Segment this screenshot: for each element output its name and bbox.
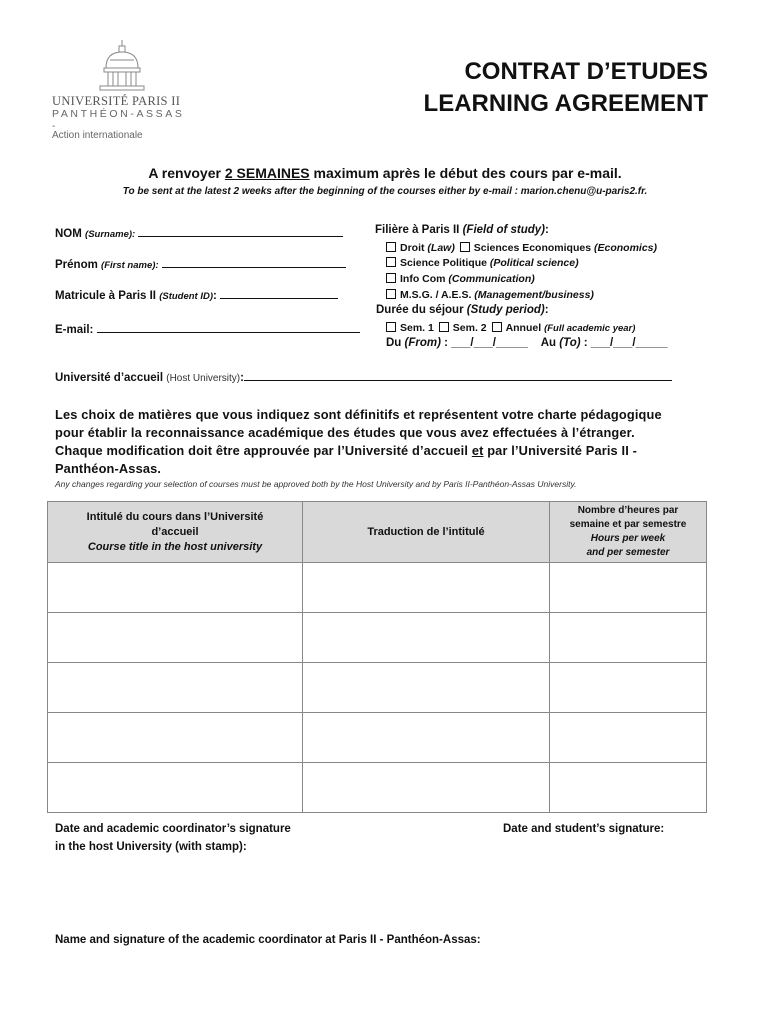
department-name: Action internationale bbox=[52, 130, 143, 141]
deadline-highlight: 2 SEMAINES bbox=[224, 165, 310, 181]
translation-cell[interactable] bbox=[303, 613, 550, 663]
from-date-blank[interactable]: : ___/___/_____ bbox=[444, 337, 528, 349]
email-line[interactable] bbox=[97, 322, 360, 333]
firstname-line[interactable] bbox=[162, 257, 346, 268]
course-title-cell[interactable] bbox=[48, 713, 303, 763]
translation-cell[interactable] bbox=[303, 713, 550, 763]
col-hours: Nombre d’heures par semaine et par semestre Hours per week and per semester bbox=[550, 502, 707, 563]
col-translation: Traduction de l’intitulé bbox=[303, 502, 550, 563]
notice-emphasis: et bbox=[471, 443, 484, 458]
deadline-english: To be sent at the latest 2 weeks after the beginning of the courses either by e-mail : marion.chenu@u-paris2.fr. bbox=[122, 186, 648, 197]
field-option-management: M.S.G. / A.E.S. (Management/business) bbox=[386, 289, 594, 301]
student-signature: Date and student’s signature: bbox=[503, 823, 665, 835]
course-table bbox=[47, 501, 707, 813]
translation-cell[interactable] bbox=[303, 763, 550, 813]
course-title-cell[interactable] bbox=[48, 763, 303, 813]
checkbox-sem-1[interactable] bbox=[386, 322, 396, 332]
checkbox-law[interactable] bbox=[386, 242, 396, 252]
hours-cell[interactable] bbox=[550, 613, 707, 663]
checkbox-economics[interactable] bbox=[460, 242, 470, 252]
table-row bbox=[48, 663, 707, 713]
course-title-cell[interactable] bbox=[48, 663, 303, 713]
university-subtitle: PANTHÉON-ASSAS bbox=[52, 108, 185, 120]
field-of-study-label: Filière à Paris II (Field of study): bbox=[375, 224, 549, 236]
table-row bbox=[48, 763, 707, 813]
notice-paragraph: Les choix de matières que vous indiquez sont définitifs et représentent votre charte pédagogique pour établir la reconnaissance académique des études que vous avez effectuées à l’étranger. Chaque modification doit être approuvée par l’Université d’accueil et par l’Université Paris II - Panthéon-Assas. bbox=[55, 407, 662, 476]
deadline-instruction: A renvoyer 2 SEMAINES maximum après le début des cours par e-mail. bbox=[148, 165, 622, 181]
notice-english: Any changes regarding your selection of courses must be approved both by the Host University and by Paris II-Panthéon-Assas University. bbox=[55, 479, 577, 489]
host-coordinator-signature: Date and academic coordinator’s signature in the host University (with stamp): bbox=[55, 823, 291, 853]
pantheon-dome-icon bbox=[96, 38, 148, 92]
study-period-label: Durée du séjour (Study period): bbox=[376, 304, 549, 316]
host-university-line[interactable] bbox=[244, 370, 672, 381]
hours-cell[interactable] bbox=[550, 713, 707, 763]
to-date-blank[interactable]: : ___/___/_____ bbox=[583, 337, 668, 349]
university-logo bbox=[52, 38, 222, 148]
student-id-field[interactable]: Matricule à Paris II (Student ID): bbox=[55, 288, 338, 302]
email-field[interactable]: E-mail: bbox=[55, 322, 360, 336]
table-row bbox=[48, 713, 707, 763]
hours-cell[interactable] bbox=[550, 663, 707, 713]
logo-dash: - bbox=[52, 121, 56, 132]
checkbox-political-science[interactable] bbox=[386, 257, 396, 267]
hours-cell[interactable] bbox=[550, 563, 707, 613]
table-header-row bbox=[48, 502, 707, 563]
document-title bbox=[424, 56, 708, 120]
field-option-communication: Info Com (Communication) bbox=[386, 273, 535, 285]
course-title-cell[interactable] bbox=[48, 613, 303, 663]
title-french: CONTRAT D’ETUDES bbox=[464, 58, 708, 85]
field-option-political-science: Science Politique (Political science) bbox=[386, 257, 579, 269]
table-row bbox=[48, 563, 707, 613]
surname-field[interactable]: NOM (Surname): bbox=[55, 226, 343, 240]
course-title-cell[interactable] bbox=[48, 563, 303, 613]
checkbox-communication[interactable] bbox=[386, 273, 396, 283]
paris-coordinator-signature: Name and signature of the academic coordinator at Paris II - Panthéon-Assas: bbox=[55, 934, 481, 946]
translation-cell[interactable] bbox=[303, 563, 550, 613]
study-dates[interactable]: Du (From) : ___/___/_____ Au (To) : ___/___/_____ bbox=[386, 337, 668, 349]
col-course-title: Intitulé du cours dans l’Université d’accueil Course title in the host university bbox=[48, 502, 303, 563]
study-period-options: Sem. 1 Sem. 2 Annuel (Full academic year) bbox=[386, 322, 635, 334]
checkbox-annual[interactable] bbox=[492, 322, 502, 332]
firstname-field[interactable]: Prénom (First name): bbox=[55, 257, 346, 271]
host-university-field[interactable]: Université d’accueil (Host University): bbox=[55, 370, 672, 384]
university-name: UNIVERSITÉ PARIS II bbox=[52, 94, 181, 108]
checkbox-sem-2[interactable] bbox=[439, 322, 449, 332]
hours-cell[interactable] bbox=[550, 763, 707, 813]
table-row bbox=[48, 613, 707, 663]
translation-cell[interactable] bbox=[303, 663, 550, 713]
title-english: LEARNING AGREEMENT bbox=[423, 90, 708, 117]
checkbox-management[interactable] bbox=[386, 289, 396, 299]
student-id-line[interactable] bbox=[220, 288, 338, 299]
surname-line[interactable] bbox=[138, 226, 343, 237]
field-options-row-1: Droit (Law) Sciences Economiques (Economics) bbox=[386, 242, 657, 254]
